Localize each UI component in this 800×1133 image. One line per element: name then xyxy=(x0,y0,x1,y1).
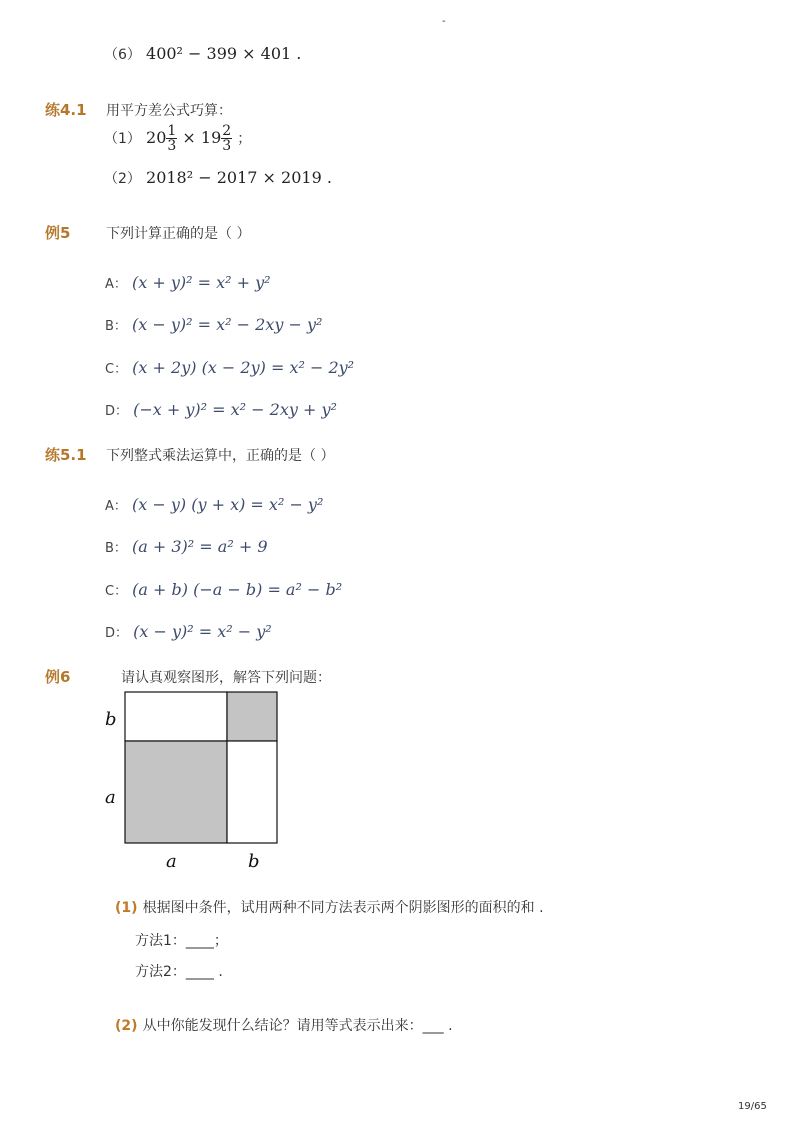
exercise-5-1-tag: 练5.1 xyxy=(45,446,87,464)
question-6 xyxy=(104,44,301,64)
bottom-label-a: a xyxy=(166,851,177,872)
bottom-right-rect xyxy=(227,741,277,843)
part-1-number: (1) xyxy=(115,900,138,916)
shaded-large-square xyxy=(125,741,227,843)
example-6-tag: 例6 xyxy=(45,668,71,686)
item-1-middle: × 19 xyxy=(182,128,222,147)
top-left-rect xyxy=(125,692,227,741)
option-label: D： xyxy=(105,404,129,419)
option-expression: (x − y) (y + x) = x² − y² xyxy=(132,495,324,514)
exercise-5-1-prompt: 下列整式乘法运算中，正确的是（ ） xyxy=(106,448,335,464)
question-6-index: （6） xyxy=(104,47,141,63)
part-1-text: 根据图中条件，试用两种不同方法表示两个阴影图形的面积的和 . xyxy=(142,900,544,916)
item-1-end: ； xyxy=(237,131,252,147)
option-expression: (a + b) (−a − b) = a² − b² xyxy=(132,580,343,599)
part-2-number: (2) xyxy=(115,1018,138,1034)
option-expression: (a + 3)² = a² + 9 xyxy=(132,537,268,556)
side-label-a: a xyxy=(105,787,116,808)
option-expression: (x + y)² = x² + y² xyxy=(132,273,271,292)
example-5-option-b[interactable] xyxy=(105,315,322,334)
side-label-b: b xyxy=(105,709,117,730)
option-label: B： xyxy=(105,319,127,334)
example-5-tag: 例5 xyxy=(45,224,71,242)
shaded-small-square xyxy=(227,692,277,741)
option-label: B： xyxy=(105,541,127,556)
option-expression: (x − y)² = x² − y² xyxy=(133,622,272,641)
method-2-blank[interactable]: 方法2：____ . xyxy=(135,964,223,980)
example-6-part-2 xyxy=(115,1015,453,1035)
example-5-option-c[interactable] xyxy=(105,358,354,377)
part-2-text[interactable]: 从中你能发现什么结论？请用等式表示出来：___ . xyxy=(142,1018,453,1034)
option-expression: (x + 2y) (x − 2y) = x² − 2y² xyxy=(132,358,355,377)
exercise-4-1-item-2 xyxy=(104,168,332,188)
option-label: D： xyxy=(105,626,129,641)
top-mark: - xyxy=(442,16,446,27)
option-expression: (−x + y)² = x² − 2xy + y² xyxy=(133,400,337,419)
bottom-label-b: b xyxy=(248,851,260,872)
exercise-5-1-option-a[interactable] xyxy=(105,495,323,514)
mixed-number-whole-1: 20 xyxy=(146,128,167,147)
fraction-1: $\frac{1}{3}$ xyxy=(167,123,177,154)
example-6-prompt: 请认真观察图形，解答下列问题： xyxy=(121,670,331,686)
example-5-option-d[interactable] xyxy=(105,400,337,419)
fraction-2: $\frac{2}{3}$ xyxy=(222,123,232,154)
exercise-5-1-option-c[interactable] xyxy=(105,580,342,599)
option-label: A： xyxy=(105,277,127,292)
item-2-index: （2） xyxy=(104,171,141,187)
question-6-expression: 400² − 399 × 401 . xyxy=(146,44,302,63)
example-6-part-1 xyxy=(115,897,544,917)
item-1-index: （1） xyxy=(104,131,141,147)
option-label: C： xyxy=(105,362,128,377)
exercise-5-1-option-d[interactable] xyxy=(105,622,272,641)
page-number: 19/65 xyxy=(738,1101,767,1112)
exercise-5-1-option-b[interactable] xyxy=(105,537,268,556)
option-label: A： xyxy=(105,499,127,514)
item-2-expression: 2018² − 2017 × 2019 . xyxy=(146,168,332,187)
exercise-4-1-item-1 xyxy=(104,124,251,153)
option-label: C： xyxy=(105,584,128,599)
exercise-4-1-prompt: 用平方差公式巧算： xyxy=(106,103,232,119)
method-1-blank[interactable]: 方法1：____； xyxy=(135,933,228,949)
exercise-4-1-tag: 练4.1 xyxy=(45,101,87,119)
square-area-figure xyxy=(95,685,305,875)
option-expression: (x − y)² = x² − 2xy − y² xyxy=(132,315,323,334)
example-5-prompt: 下列计算正确的是（ ） xyxy=(106,226,251,242)
example-5-option-a[interactable] xyxy=(105,273,271,292)
